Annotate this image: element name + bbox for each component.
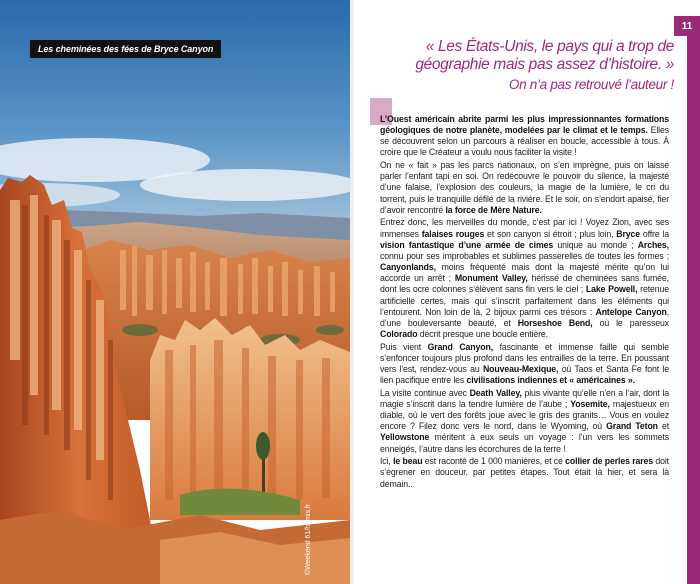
text-run: où Taos et Santa Fe font le lien pacifique entre les (380, 363, 669, 386)
bold-run: collier de perles rares (565, 456, 653, 467)
text-run: et (657, 421, 670, 432)
text-run: unique au monde ; (553, 239, 638, 250)
paragraph (380, 160, 669, 216)
text-run: décrit presque une boucle entière. (417, 328, 548, 339)
text-run: est raconté de 1 000 manières, et ce (422, 456, 566, 467)
body-text (380, 114, 669, 491)
paragraph (380, 217, 669, 340)
text-run: fascinante et immense faille qui semble s’enfoncer toujours plus profond dans les entrailles de la terre. En poussant vers l’est, rendez-vous au (380, 341, 670, 374)
photo-caption: Les cheminées des fées de Bryce Canyon (30, 40, 221, 58)
paragraph (380, 114, 669, 159)
text-run: , d’une bouleversante beauté, et (380, 306, 669, 328)
text-run: moins fréquenté mais dont la majesté mérite qu’on lui accorde un arrêt ; (380, 262, 669, 284)
bold-run: Nouveau-Mexique, (482, 363, 559, 374)
text-run: et son canyon si étroit ; plus loin, (484, 228, 617, 239)
page-number: 11 (674, 16, 700, 36)
bold-run: Yellowstone (380, 432, 430, 443)
text-run: Ici, (380, 456, 394, 467)
text-run: Entrez donc, les merveilles du monde, c’est par ici ! Voyez Zion, avec ses immenses (380, 217, 669, 239)
bold-run: Colorado (380, 328, 418, 339)
bold-run: Antelope Canyon (595, 306, 667, 317)
text-run: méritent à eux seuls un voyage : l’un vers les sommets enneigés, l’autre dans les écorchures de la terre ! (380, 432, 669, 454)
bold-run: Death Valley, (469, 387, 522, 398)
text-run: connu pour ses improbables et sublimes passerelles de toutes les formes ; (380, 250, 669, 261)
text-run: doit s’égrener en douceur, par petites étapes. Tout était là hier, et sera là demain.. (380, 456, 669, 489)
text-run: majestueux en diable, où le vert des forêts joue avec le gris des granits… Vous en voulez encore ? Filez donc vers le nord, dans le Wyoming, où (380, 398, 669, 432)
bold-run: Horseshoe Bend, (517, 317, 593, 328)
bold-run: Bryce (616, 228, 640, 239)
bold-run: falaises rouges (421, 228, 485, 239)
text-run: Puis vient (380, 341, 428, 352)
bold-run: Lake Powell, (585, 284, 638, 295)
bold-run: Canyonlands, (380, 262, 436, 273)
paragraph (380, 388, 669, 455)
bold-run: le beau (393, 456, 423, 467)
paragraph (380, 456, 669, 489)
text-run: La visite continue avec (380, 387, 470, 398)
quote-author: On n’a pas retrouvé l’auteur ! (508, 77, 674, 92)
text-run: où le paresseux (592, 317, 669, 328)
text-run: Elles se découvrent selon un parcours à réaliser en boucle, accessible à tous. À croire que le Créateur a voulu nous faciliter la visite ! (380, 125, 669, 158)
bold-run: Grand Canyon, (427, 341, 494, 352)
bold-run: Arches, (637, 239, 669, 250)
bold-run: Yosemite, (570, 398, 610, 409)
paragraph (380, 342, 669, 387)
text-run: On ne « fait » pas les parcs nationaux, on s’en imprègne, puis on laisse parler l’enfant tapi en soi. On redécouvre le pouvoir du silence, la majesté d’une falaise, l’explosion des couleurs, la magie de la lumière, le cri du torrent, puis le tranquille défilé de la rivière. Et le soir, on s’endort apaisé, fier d’avoir rencontré (380, 160, 669, 215)
text-page (354, 0, 700, 584)
text-run: offre la (639, 228, 669, 239)
text-run: hérissé de cheminées sans fumée, dont les ocre colonnes s’élèvent sans fin vers le ciel ; (380, 273, 669, 295)
bold-run: civilisations indiennes et « américaines ». (466, 375, 635, 386)
bold-run: Monument Valley, (454, 273, 528, 284)
bold-run: vision fantastique d’une armée de cimes (380, 239, 554, 250)
bold-run: Grand Teton (606, 421, 658, 432)
side-color-bar (687, 36, 700, 584)
quote-text: « Les États-Unis, le pays qui a trop de géographie mais pas assez d’histoire. » (415, 38, 674, 73)
epigraph-quote (364, 38, 674, 94)
photo-credit: ©Weekend 61/hemis.fr (305, 503, 312, 575)
text-run: plus vivante qu’elle n’en a l’air, dont la magie s’inscrit dans la tendre lumière de l’aube ; (380, 387, 670, 409)
bold-run: la force de Mère Nature. (445, 204, 542, 215)
bold-run: L’Ouest américain abrite parmi les plus impressionnantes formations géologiques de notre planète, modelées par le climat et le temps. (380, 114, 669, 136)
text-run: retenue artificielle certes, mais qui s’inscrit parfaitement dans les éléments qui l’entourent. Non loin de là, 2 bijoux parmi ces trésors : (380, 284, 669, 317)
